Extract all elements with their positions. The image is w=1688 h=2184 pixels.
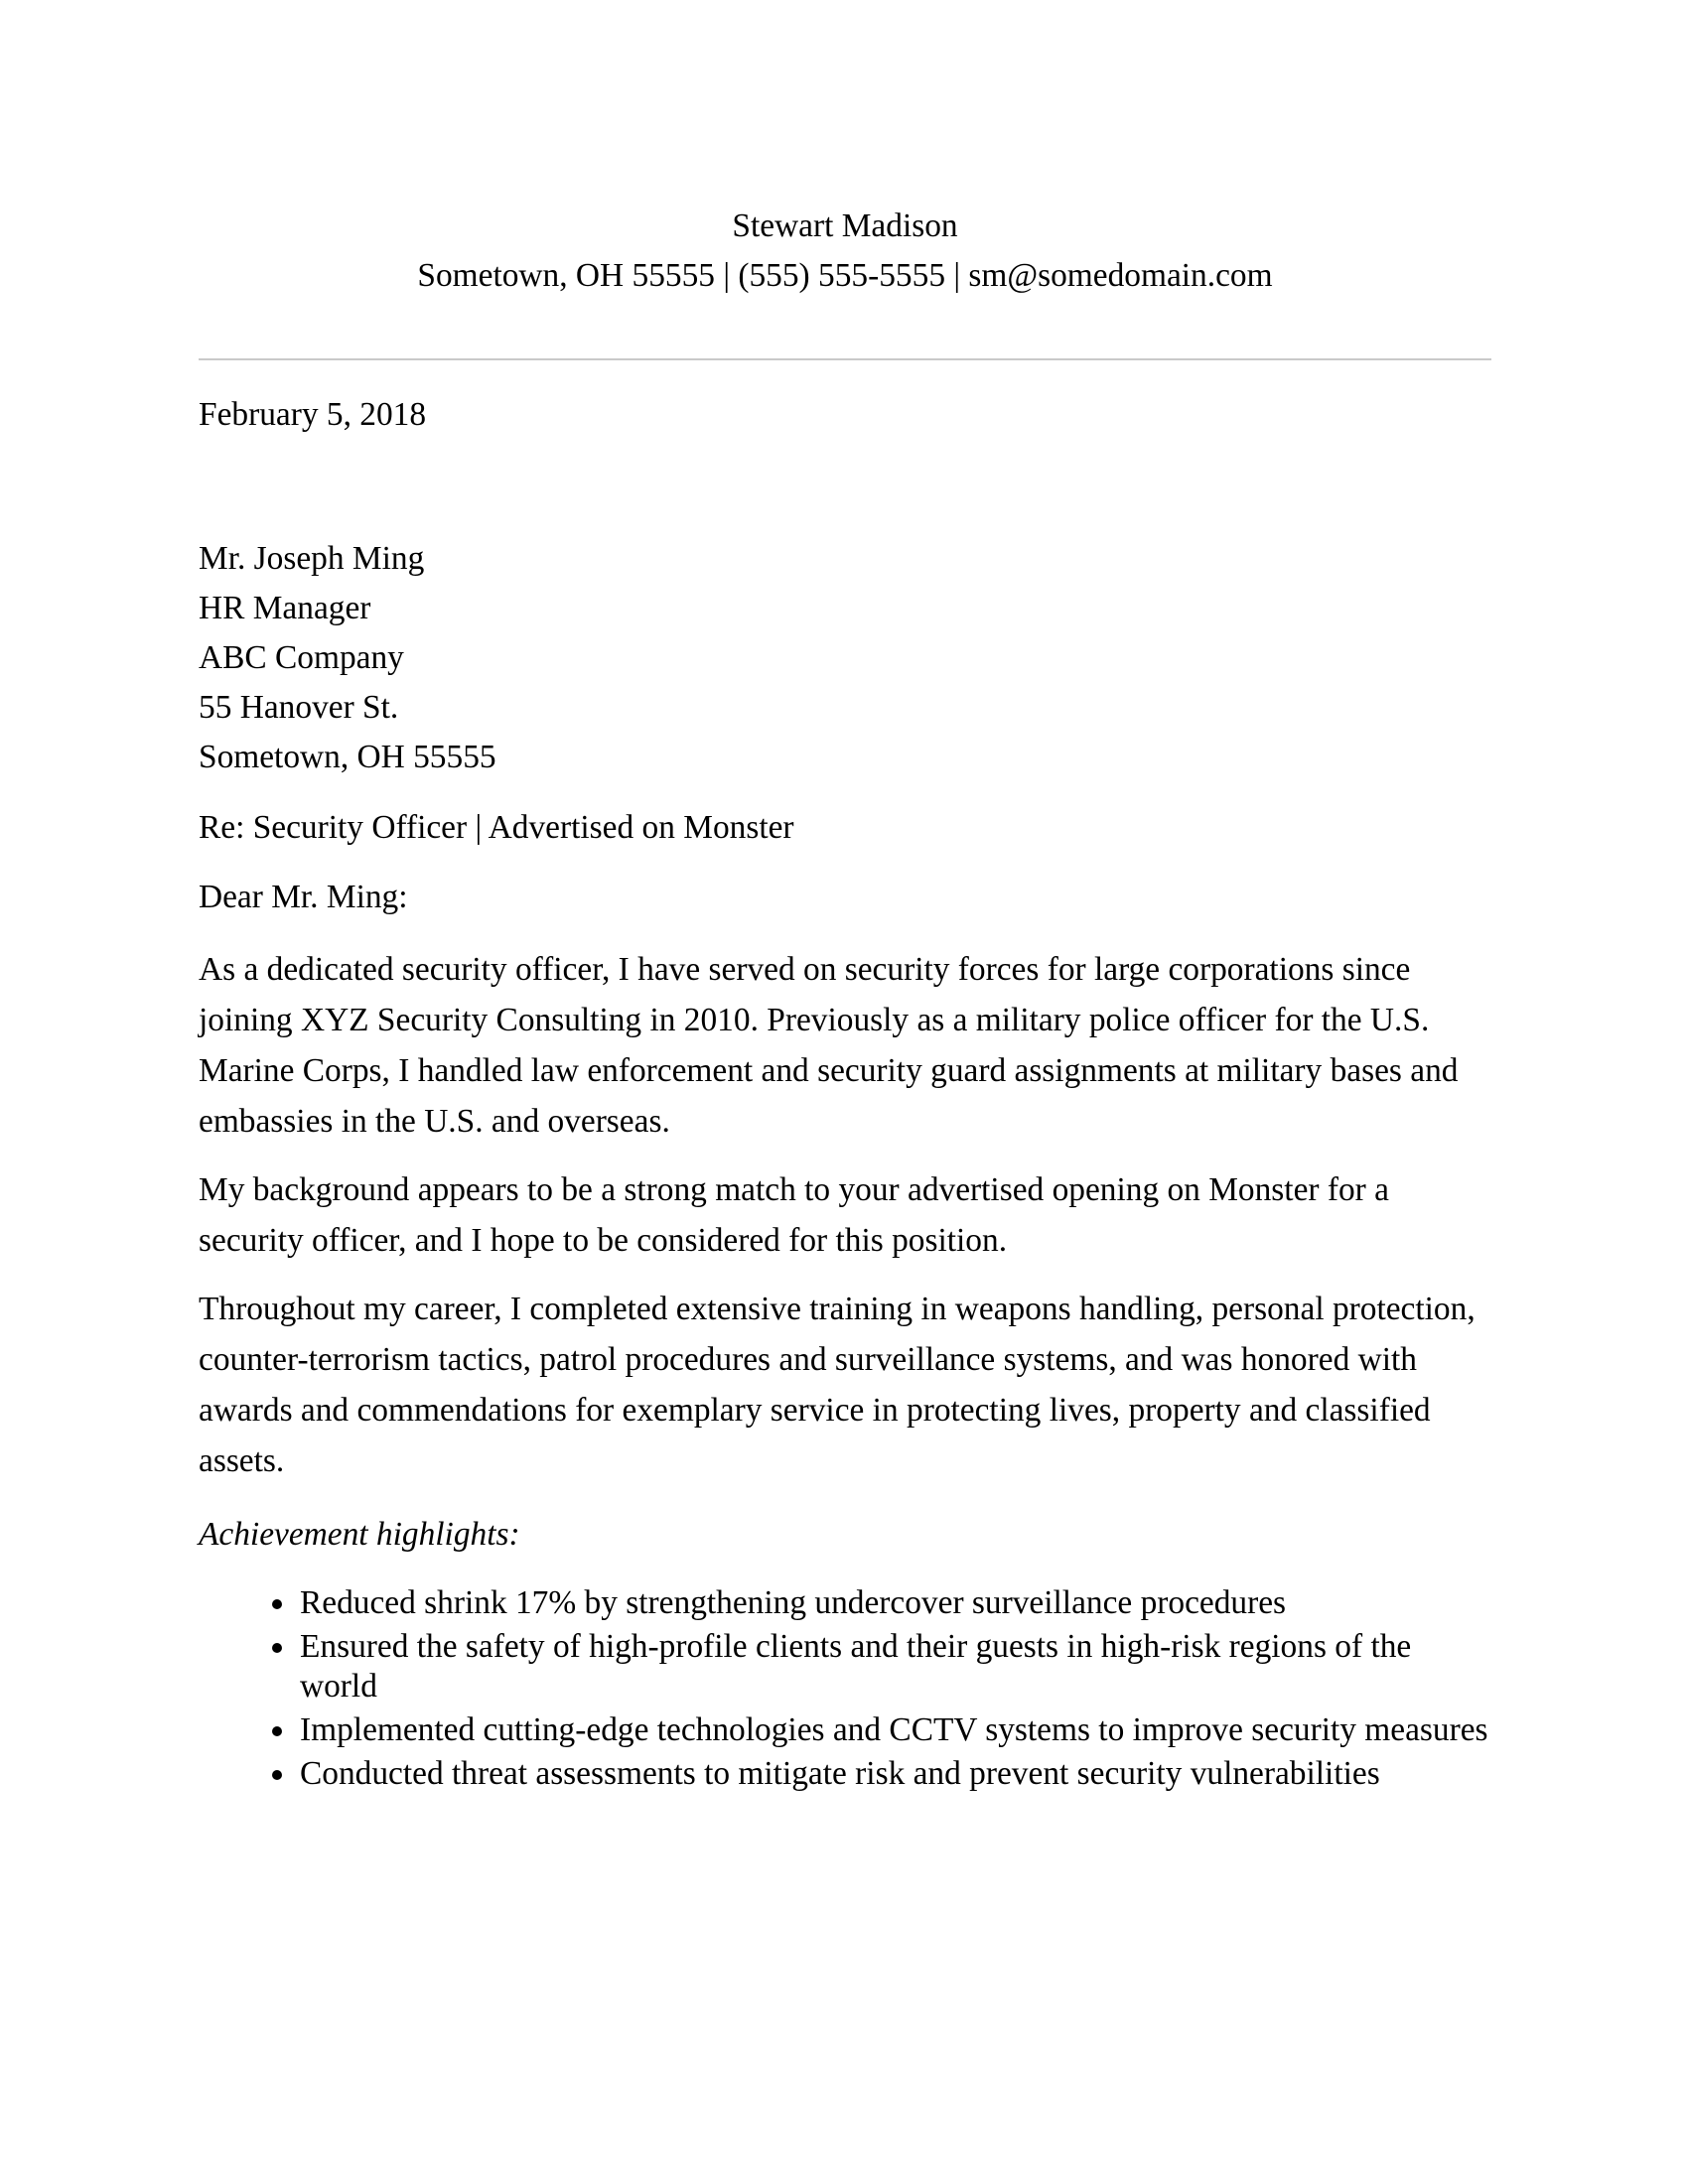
subject-line: Re: Security Officer | Advertised on Monster xyxy=(199,809,794,846)
recipient-title: HR Manager xyxy=(199,590,371,626)
recipient-address-block xyxy=(199,534,1491,782)
sender-contact-line: Sometown, OH 55555 | (555) 555-5555 | sm@somedomain.com xyxy=(417,257,1273,294)
highlight-item: • Conducted threat assessments to mitigate risk and prevent security vulnerabilities xyxy=(298,1754,1491,1794)
highlight-item: • Ensured the safety of high-profile clients and their guests in high-risk regions of the world xyxy=(298,1627,1491,1706)
recipient-street: 55 Hanover St. xyxy=(199,689,399,726)
letter-content xyxy=(199,202,1491,1794)
recipient-name: Mr. Joseph Ming xyxy=(199,540,425,577)
sender-name: Stewart Madison xyxy=(732,207,958,244)
salutation: Dear Mr. Ming: xyxy=(199,879,408,915)
letter-date: February 5, 2018 xyxy=(199,396,427,433)
highlight-item: • Implemented cutting-edge technologies and CCTV systems to improve security measures xyxy=(298,1710,1491,1750)
highlight-item: • Reduced shrink 17% by strengthening undercover surveillance procedures xyxy=(298,1583,1491,1623)
body-paragraph: My background appears to be a strong match to your advertised opening on Monster for a security officer, and I hope to be considered for this position. xyxy=(199,1171,1389,1259)
recipient-company: ABC Company xyxy=(199,639,404,676)
highlights-heading: Achievement highlights: xyxy=(199,1516,520,1553)
header-divider xyxy=(199,358,1491,360)
body-paragraph: Throughout my career, I completed extensive training in weapons handling, personal protection, counter-terrorism tactics, patrol procedures and surveillance systems, and was honored with awards and commendations for exemplary service in protecting lives, property and classified assets. xyxy=(199,1291,1476,1479)
highlights-list xyxy=(199,1583,1491,1794)
recipient-city-state-zip: Sometown, OH 55555 xyxy=(199,739,496,775)
body-paragraph: As a dedicated security officer, I have served on security forces for large corporations since joining XYZ Security Consulting in 2010. Previously as a military police officer for the U.S. Marine Corps, I handled law enforcement and security guard assignments at military bases and embassies in the U.S. and overseas. xyxy=(199,951,1459,1140)
